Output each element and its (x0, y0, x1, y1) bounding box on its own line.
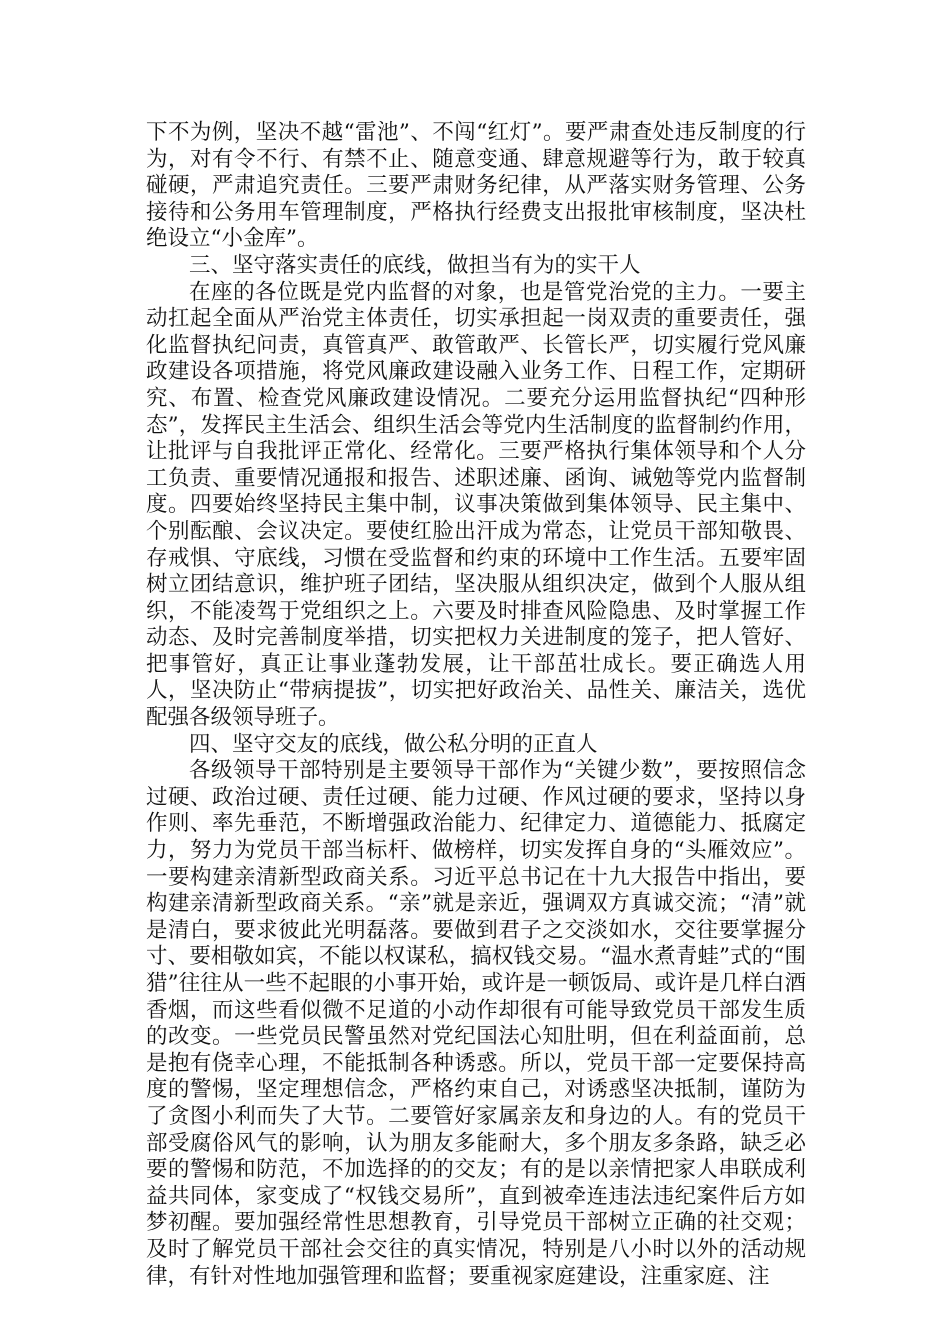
section-heading-four: 四、坚守交友的底线，做公私分明的正直人 (189, 731, 598, 757)
document-page (146, 120, 806, 1290)
body-paragraph-friendship: 各级领导干部特别是主要领导干部作为“关键少数”，要按照信念过硬、政治过硬、责任过硬、能力过硬、作风过硬的要求，坚持以身作则、率先垂范，不断增强政治能力、纪律定力、道德能力、抵腐定力，努力为党员干部当标杆、做榜样，切实发挥自身的“头雁效应”。一要构建亲清新型政商关系。习近平总书记在十九大报告中指出，要构建亲清新型政商关系。“亲”就是亲近，强调双方真诚交流；“清”就是清白，要求彼此光明磊落。要做到君子之交淡如水，交往要掌握分寸、要相敬如宾，不能以权谋私，搞权钱交易。“温水煮青蛙”式的“围猎”往往从一些不起眼的小事开始，或许是一顿饭局、或许是几样白酒香烟，而这些看似微不足道的小动作却很有可能导致党员干部发生质的改变。一些党员民警虽然对党纪国法心知肚明，但在利益面前，总是抱有侥幸心理，不能抵制各种诱惑。所以，党员干部一定要保持高度的警惕，坚定理想信念，严格约束自己，对诱惑坚决抵制，谨防为了贪图小利而失了大节。二要管好家属亲友和身边的人。有的党员干部受腐俗风气的影响，认为朋友多能耐大，多个朋友多条路，缺乏必要的警惕和防范，不加选择的的交友；有的是以亲情把家人串联成利益共同体，家变成了“权钱交易所”，直到被牵连违法违纪案件后方如梦初醒。要加强经常性思想教育，引导党员干部树立正确的社交观；及时了解党员干部社会交往的真实情况，特别是八小时以外的活动规律，有针对性地加强管理和监督；要重视家庭建设，注重家庭、注 (146, 758, 806, 1289)
body-paragraph-responsibility: 在座的各位既是党内监督的对象，也是管党治党的主力。一要主动扛起全面从严治党主体责任，切实承担起一岗双责的重要责任，强化监督执纪问责，真管真严、敢管敢严、长管长严，切实履行党风廉政建设各项措施，将党风廉政建设融入业务工作、日程工作，定期研究、布置、检查党风廉政建设情况。二要充分运用监督执纪“四种形态”，发挥民主生活会、组织生活会等党内生活制度的监督制约作用，让批评与自我批评正常化、经常化。三要严格执行集体领导和个人分工负责、重要情况通报和报告、述职述廉、函询、诫勉等党内监督制度。四要始终坚持民主集中制，议事决策做到集体领导、民主集中、个别酝酿、会议决定。要使红脸出汗成为常态，让党员干部知敬畏、存戒惧、守底线，习惯在受监督和约束的环境中工作生活。五要牢固树立团结意识，维护班子团结，坚决服从组织决定，做到个人服从组织，不能凌驾于党组织之上。六要及时排查风险隐患、及时掌握工作动态、及时完善制度举措，切实把权力关进制度的笼子，把人管好、把事管好，真正让事业蓬勃发展，让干部茁壮成长。要正确选人用人，坚决防止“带病提拔”，切实把好政治关、品性关、廉洁关，选优配强各级领导班子。 (146, 279, 806, 731)
section-heading-three: 三、坚守落实责任的底线，做担当有为的实干人 (189, 252, 641, 278)
continuation-paragraph: 下不为例，坚决不越“雷池”、不闯“红灯”。要严肃查处违反制度的行为，对有令不行、有禁不止、随意变通、肆意规避等行为，敢于较真碰硬，严肃追究责任。三要严肃财务纪律，从严落实财务管理、公务接待和公务用车管理制度，严格执行经费支出报批审核制度，坚决杜绝设立“小金库”。 (146, 120, 806, 252)
